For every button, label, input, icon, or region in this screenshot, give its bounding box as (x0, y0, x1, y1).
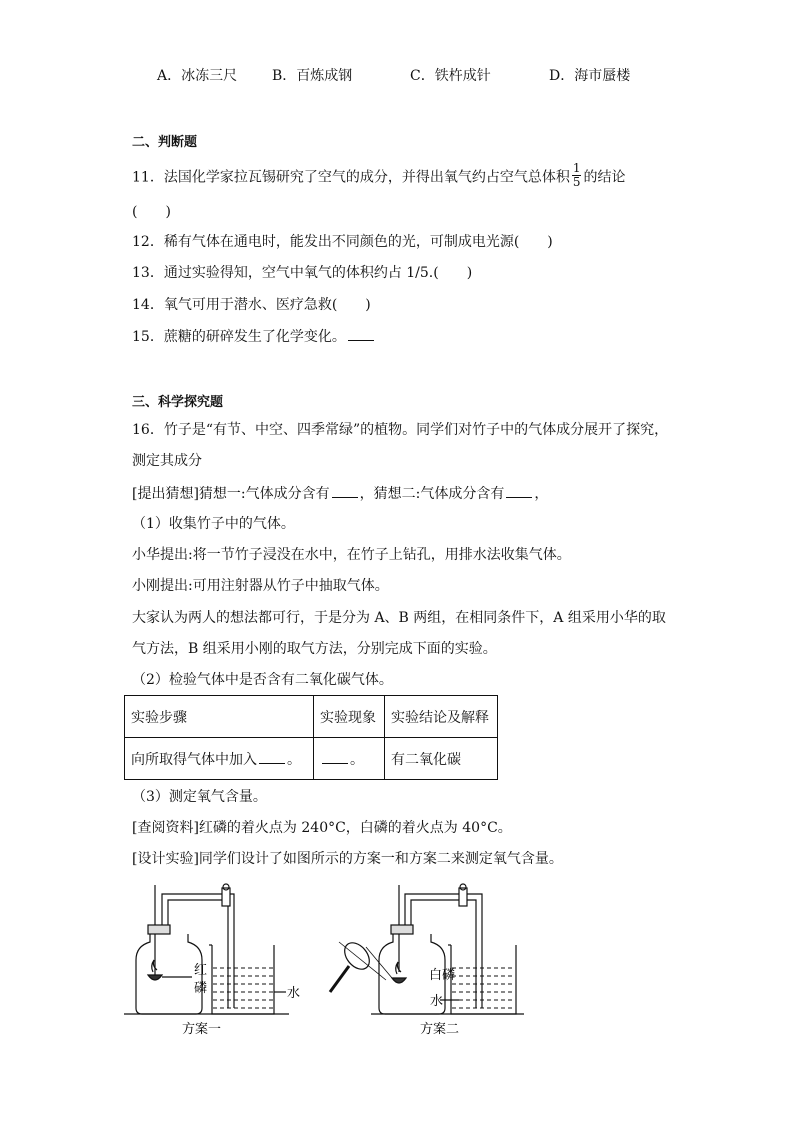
table-cell-step (125, 738, 314, 780)
experiment-table (124, 695, 498, 780)
caption-plan-one: 方案一 (182, 1022, 222, 1037)
reference-info: [查阅资料]红磷的着火点为 240°C，白磷的着火点为 40°C。 (132, 820, 512, 836)
magnifier-lens (340, 938, 375, 974)
table-header-row (125, 696, 498, 738)
stopper (391, 925, 413, 934)
water-surface (213, 968, 273, 1008)
question-13: 13．通过实验得知，空气中氧气的体积约占 1/5.( ) (132, 265, 473, 281)
q11-text-end: 的结论 (583, 169, 626, 186)
table-row (125, 738, 498, 780)
combustion-spoon (392, 978, 406, 983)
answer-blank (332, 483, 358, 498)
question-15 (132, 326, 376, 347)
answer-blank (506, 483, 532, 498)
xiaohua-proposal: 小华提出:将一节竹子浸没在水中，在竹子上钻孔，用排水法收集气体。 (132, 547, 571, 563)
stopper (148, 925, 170, 934)
plan-line2: 气方法，B 组采用小刚的取气方法，分别完成下面的实验。 (132, 641, 497, 657)
step-3: （3）测定氧气含量。 (132, 789, 267, 805)
flame-icon (152, 960, 157, 972)
question-16-line2: 测定其成分 (132, 453, 202, 469)
option-b: B．百炼成钢 (272, 68, 353, 84)
hypothesis-line (132, 483, 548, 504)
table-header: 实验结论及解释 (385, 696, 498, 738)
answer-blank (348, 326, 374, 341)
q11-answer-paren: ( ) (132, 204, 171, 220)
section-heading-inquiry: 三、科学探究题 (132, 395, 224, 410)
clamp-icon (222, 888, 230, 906)
gas-bottle (136, 934, 202, 1014)
cell-text: 。 (350, 751, 364, 768)
beaker (451, 945, 516, 1014)
q15-text: 15．蔗糖的研碎发生了化学变化。 (132, 329, 346, 345)
flame-icon (396, 962, 401, 974)
step-2: （2）检验气体中是否含有二氧化碳气体。 (132, 672, 393, 688)
hypothesis-end: ， (534, 486, 549, 502)
answer-blank (322, 749, 348, 764)
q11-text: 11．法国化学家拉瓦锡研究了空气的成分，并得出氧气约占空气总体积 (132, 169, 570, 186)
fraction-one-fifth (572, 162, 582, 189)
clamp-icon (459, 888, 467, 906)
answer-blank (259, 749, 285, 764)
question-14: 14．氧气可用于潜水、医疗急救( ) (132, 297, 371, 313)
hypothesis-two: ，猜想二:气体成分含有 (359, 486, 505, 502)
table-header: 实验步骤 (125, 696, 314, 738)
design-experiment: [设计实验]同学们设计了如图所示的方案一和方案二来测定氧气含量。 (132, 851, 563, 867)
plan-line1: 大家认为两人的想法都可行，于是分为 A、B 两组，在相同条件下，A 组采用小华的取 (132, 610, 666, 626)
table-cell-phenomenon (314, 738, 385, 780)
fraction-numerator: 1 (572, 161, 581, 175)
option-d: D．海市蜃楼 (549, 68, 631, 84)
apparatus-diagram (124, 880, 544, 1040)
section-heading-judgement: 二、判断题 (132, 135, 198, 150)
cell-text: 。 (287, 751, 301, 768)
xiaogang-proposal: 小刚提出:可用注射器从竹子中抽取气体。 (132, 578, 389, 594)
caption-plan-two: 方案二 (420, 1022, 460, 1037)
step-1: （1）收集竹子中的气体。 (132, 516, 295, 532)
label-white-phosphorus: 白磷 (429, 968, 456, 983)
label-red-phosphorus-2: 磷 (194, 981, 208, 996)
plan-two-apparatus (330, 884, 524, 1014)
fraction-denominator: 5 (572, 175, 581, 189)
label-red-phosphorus-1: 红 (194, 963, 208, 978)
question-16-line1: 16．竹子是“有节、中空、四季常绿”的植物。同学们对竹子中的气体成分展开了探究， (132, 422, 669, 438)
cell-text: 向所取得气体中加入 (131, 751, 257, 768)
question-11 (132, 161, 626, 191)
question-12: 12．稀有气体在通电时，能发出不同颜色的光，可制成电光源( ) (132, 234, 553, 250)
table-header: 实验现象 (314, 696, 385, 738)
label-water-2: 水 (430, 994, 444, 1009)
beaker (212, 945, 274, 1014)
table-cell-conclusion: 有二氧化碳 (385, 738, 498, 780)
option-c: C．铁杵成针 (410, 68, 491, 84)
combustion-spoon (148, 975, 162, 980)
water-surface (452, 968, 515, 1008)
label-water-1: 水 (287, 986, 301, 1001)
hypothesis-one: [提出猜想]猜想一:气体成分含有 (132, 486, 330, 502)
option-a: A．冰冻三尺 (157, 68, 238, 84)
magnifier-handle (330, 966, 349, 992)
